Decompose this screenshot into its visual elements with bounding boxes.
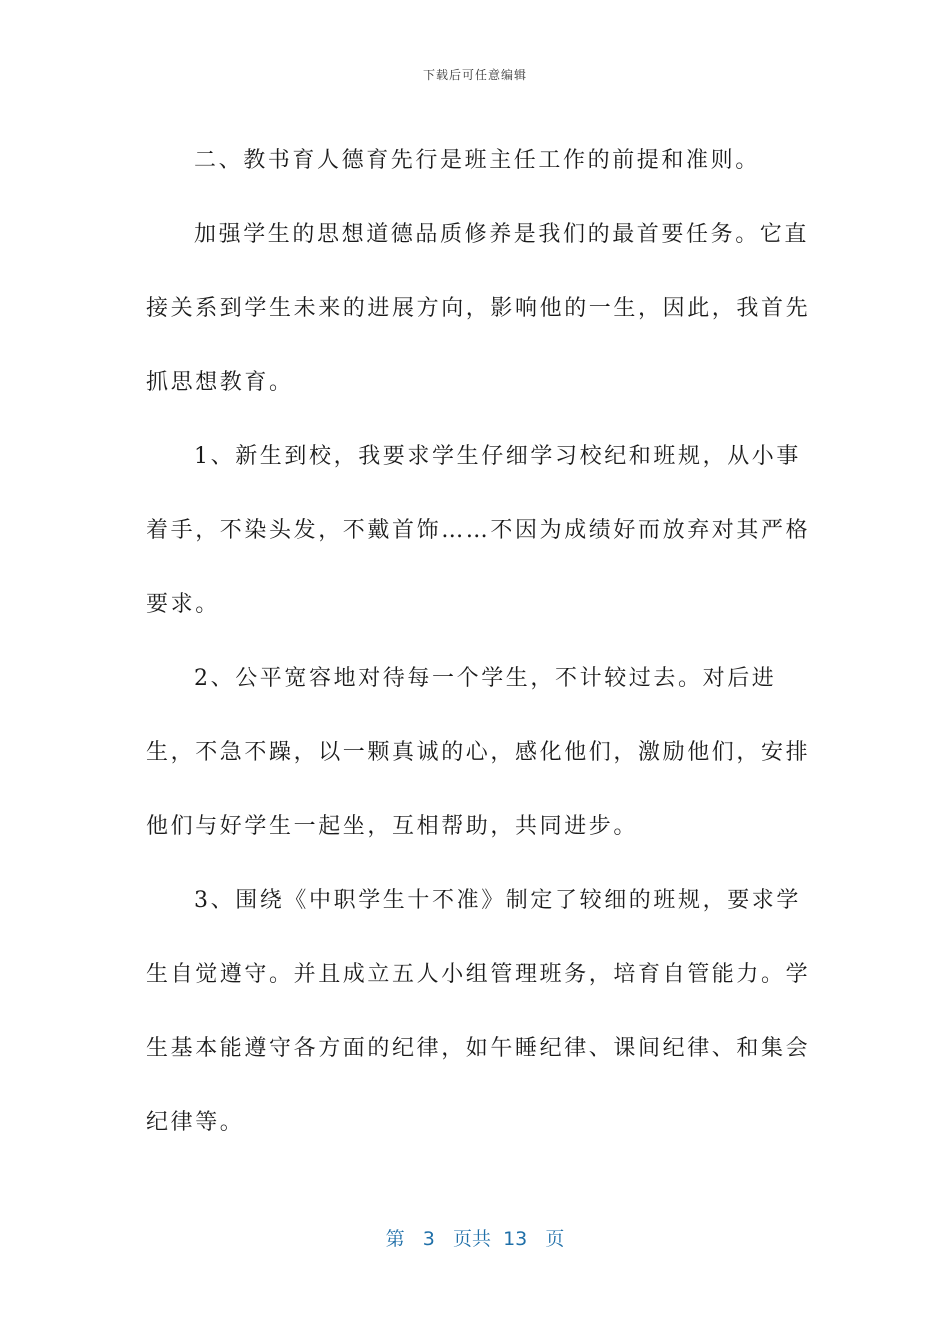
paragraph-item-3: 3、围绕《中职学生十不准》制定了较细的班规，要求学生自觉遵守。并且成立五人小组管理班务，培育自管能力。学生基本能遵守各方面的纪律，如午睡纪律、课间纪律、和集会纪律等。 — [146, 888, 811, 1135]
document-body — [146, 124, 816, 1160]
footer-page-current: 3 — [422, 1228, 435, 1250]
footer-page-total: 13 — [503, 1228, 528, 1250]
page-header-note: 下载后可任意编辑 — [422, 68, 527, 82]
footer-prefix: 第 — [385, 1228, 405, 1250]
footer-middle: 页共 — [452, 1228, 491, 1250]
paragraph-item-1: 1、新生到校，我要求学生仔细学习校纪和班规，从小事着手，不染头发，不戴首饰……不因为成绩好而放弃对其严格要求。 — [146, 444, 811, 617]
paragraph-item-2: 2、公平宽容地对待每一个学生，不计较过去。对后进生，不急不躁，以一颗真诚的心，感化他们，激励他们，安排他们与好学生一起坐，互相帮助，共同进步。 — [146, 666, 811, 839]
page-footer — [0, 1224, 950, 1251]
paragraph-intro: 加强学生的思想道德品质修养是我们的最首要任务。它直接关系到学生未来的进展方向，影响他的一生，因此，我首先抓思想教育。 — [146, 222, 811, 395]
paragraph-section-heading: 二、教书育人德育先行是班主任工作的前提和准则。 — [194, 148, 760, 173]
footer-suffix: 页 — [545, 1228, 565, 1250]
